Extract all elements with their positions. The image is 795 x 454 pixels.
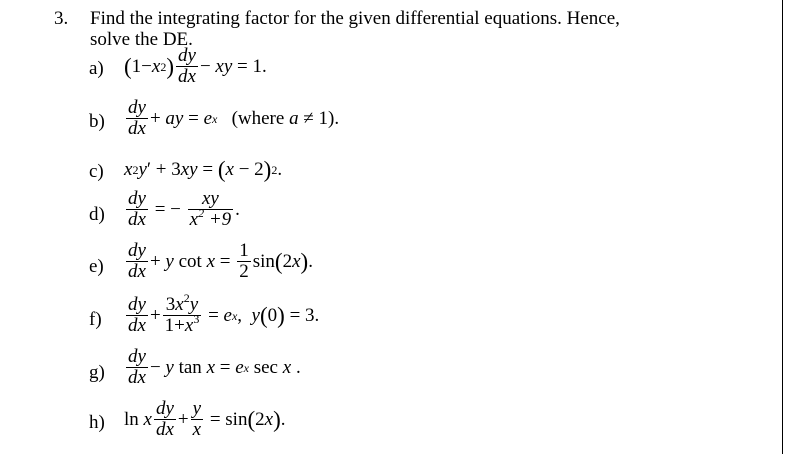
equation-f: $\frac{dy}{dx}$ + $\frac{3x^2y}{1+x^3}$ = e x , y ( 0 ) = 3.	[128, 291, 320, 336]
equation-c: x 2 y ′ + 3 xy = ( x − 2 ) 2 .	[124, 157, 283, 182]
equation-h: ln x $\frac{dy}{dx}$ + $\frac{y}{x}$ = sin ( 2 x ) .	[124, 398, 286, 440]
part-label-f: f)	[89, 309, 102, 330]
equation-e: $\frac{dy}{dx}$ + y cot x = $\frac{1}{2}$ sin ( 2 x ) .	[128, 240, 313, 282]
part-label-b: b)	[89, 111, 105, 132]
part-label-c: c)	[89, 161, 104, 182]
page-edge-rule	[782, 0, 783, 454]
part-label-e: e)	[89, 256, 104, 277]
question-text: Find the integrating factor for the given differential equations. Hence, solve the DE.	[90, 8, 620, 50]
part-label-h: h)	[89, 412, 105, 433]
part-label-a: a)	[89, 58, 104, 79]
part-label-g: g)	[89, 362, 105, 383]
equation-a: ( 1− x 2 ) $\frac{dy}{dx}$ − xy = 1.	[124, 45, 267, 87]
question-number: 3.	[54, 8, 69, 29]
equation-b: $\frac{dy}{dx}$ + ay = e x (where a ≠ 1).	[128, 97, 340, 139]
equation-g: $\frac{dy}{dx}$ − y tan x = e x sec x .	[128, 346, 301, 388]
part-label-d: d)	[89, 204, 105, 225]
equation-d: $\frac{dy}{dx}$ = − $\frac{xy}{x^2 +9}$ .	[128, 188, 240, 230]
